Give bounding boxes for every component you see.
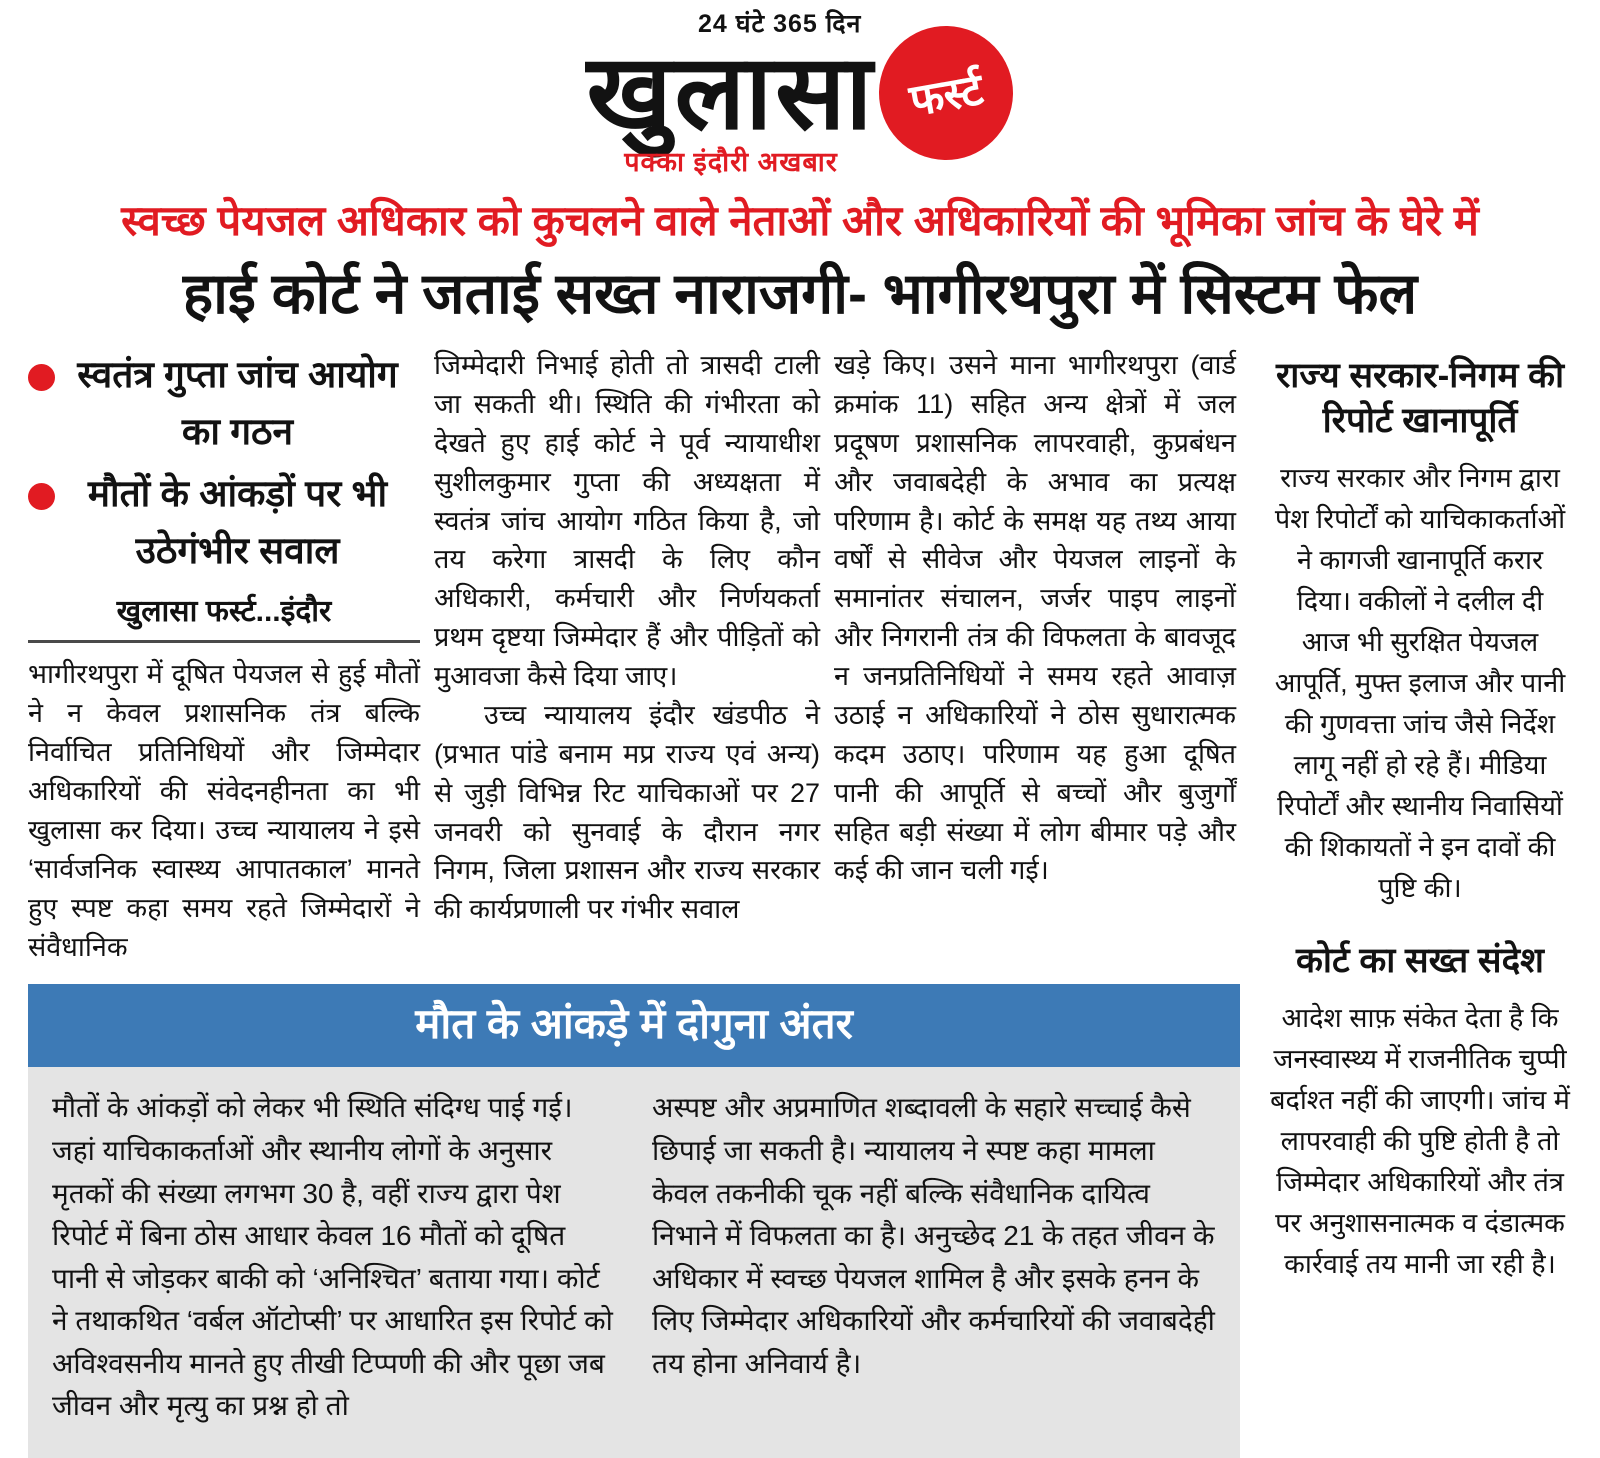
article-col1-paragraph: भागीरथपुरा में दूषित पेयजल से हुई मौतों ने न केवल प्रशासनिक तंत्र बल्कि निर्वाचित प्रतिनिधियों और जिम्मेदार अधिकारियों की संवेदनहीनता का भी खुलासा कर दिया। उच्च न्यायालय ने इसे ‘सार्वजनिक स्वास्थ्य आपातकाल’ मानते हुए स्पष्ट कहा समय रहते जिम्मेदारों ने संवैधानिक [28,659,420,962]
masthead-wordmark-block [587,6,876,179]
article-column-2 [434,346,820,966]
main-headline: हाई कोर्ट ने जताई सख्त नाराजगी- भागीरथपुरा में सिस्टम फेल [182,262,1418,327]
article-col3-paragraph: खड़े किए। उसने माना भागीरथपुरा (वार्ड क्रमांक 11) सहित अन्य क्षेत्रों में जल प्रदूषण प्रशासनिक लापरवाही, कुप्रबंधन और जवाबदेही के अभाव का प्रत्यक्ष परिणाम है। कोर्ट के समक्ष यह तथ्य आया वर्षों से सीवेज और पेयजल लाइनों के समानांतर संचालन, जर्जर पाइप लाइनों और निगरानी तंत्र की विफलता के बावजूद न जनप्रतिनिधियों ने समय रहते आवाज़ उठाई न अधिकारियों ने ठोस सुधारात्मक कदम उठाए। परिणाम यह हुआ दूषित पानी की आपूर्ति से बच्चों और बुजुर्गों सहित बड़ी संख्या में लोग बीमार पड़े और कई की जान चली गई। [834,350,1236,886]
masthead-badge-text: फर्स्ट [906,64,988,126]
highlight-item-1 [28,346,420,461]
masthead-badge-circle [869,15,1024,170]
article-column-1 [28,346,420,966]
kicker-headline: स्वच्छ पेयजल अधिकार को कुचलने वाले नेताओं और अधिकारियों की भूमिका जांच के घेरे में [121,197,1479,245]
bullet-icon [28,364,55,391]
sidebar-section-2-body: आदेश साफ़ संकेत देता है कि जनस्वास्थ्य में राजनीतिक चुप्पी बर्दाश्त नहीं की जाएगी। जांच में लापरवाही की पुष्टि होती है तो जिम्मेदार अधिकारियों और तंत्र पर अनुशासनात्मक व दंडात्मक कार्रवाई तय मानी जा रही है। [1270,1002,1570,1279]
article-columns [28,346,1246,966]
sidebar-section-1-body: राज्य सरकार और निगम द्वारा पेश रिपोर्टों को याचिकाकर्ताओं ने कागजी खानापूर्ति करार दिया। वकीलों ने दलील दी आज भी सुरक्षित पेयजल आपूर्ति, मुफ्त इलाज और पानी की गुणवत्ता जांच जैसे निर्देश लागू नहीं हो रहे हैं। मीडिया रिपोर्टों और स्थानीय निवासियों की शिकायतों ने इन दावों की पुष्टि की। [1274,462,1566,903]
infobox-column-1: मौतों के आंकड़ों को लेकर भी स्थिति संदिग्ध पाई गई। जहां याचिकाकर्ताओं और स्थानीय लोगों के अनुसार मृतकों की संख्या लगभग 30 है, वहीं राज्य द्वारा पेश रिपोर्ट में बिना ठोस आधार केवल 16 मौतों को दूषित पानी से जोड़कर बाकी को ‘अनिश्चित’ बताया गया। कोर्ट ने तथाकथित ‘वर्बल ऑटोप्सी’ पर आधारित इस रिपोर्ट को अविश्वसनीय मानते हुए तीखी टिप्पणी की और पूछा जब जीवन और मृत्यु का प्रश्न हो तो [52,1092,613,1422]
infobox-title: मौत के आंकड़े में दोगुना अंतर [28,984,1240,1067]
article-column-3 [834,346,1236,966]
infobox-death-count [28,984,1240,1457]
infobox-body [28,1067,1240,1457]
sidebar-section-2-heading: कोर्ट का सख्त संदेश [1296,941,1544,981]
sidebar-section-1-heading: राज्य सरकार-निगम की रिपोर्ट खानापूर्ति [1275,356,1565,440]
article-body [0,330,1600,1458]
masthead-wordmark: खुलासा [586,35,876,151]
sidebar [1270,346,1570,1458]
infobox-column-2: अस्पष्ट और अप्रमाणित शब्दावली के सहारे सच्चाई कैसे छिपाई जा सकती है। न्यायालय ने स्पष्ट कहा मामला केवल तकनीकी चूक नहीं बल्कि संवैधानिक दायित्व निभाने में विफलता का है। अनुच्छेद 21 के तहत जीवन के अधिकार में स्वच्छ पेयजल शामिल है और इसके हनन के लिए जिम्मेदार अधिकारियों और कर्मचारियों की जवाबदेही तय होना अनिवार्य है। [652,1092,1215,1379]
byline: खुलासा फर्स्ट...इंदौर [28,589,420,643]
article-col2-paragraph-2: उच्च न्यायालय इंदौर खंडपीठ ने (प्रभात पांडे बनाम मप्र राज्य एवं अन्य) से जुड़ी विभिन्न रिट याचिकाओं पर 27 जनवरी को सुनवाई के दौरान नगर निगम, जिला प्रशासन और राज्य सरकार की कार्यप्रणाली पर गंभीर सवाल [434,699,820,925]
highlight-text-2: मौतों के आंकड़ों पर भी उठेगंभीर सवाल [87,472,388,572]
masthead [0,0,1600,179]
article-main-area [28,346,1246,1458]
highlight-item-2 [28,465,420,580]
highlight-text-1: स्वतंत्र गुप्ता जांच आयोग का गठन [77,354,398,453]
masthead-tagline-top: 24 घंटे 365 दिन [698,10,862,38]
masthead-tagline-bottom: पक्का इंदौरी अखबार [624,147,838,178]
bullet-icon [28,483,55,510]
article-col2-paragraph-1: जिम्मेदारी निभाई होती तो त्रासदी टाली जा सकती थी। स्थिति की गंभीरता को देखते हुए हाई कोर्ट ने पूर्व न्यायाधीश सुशीलकुमार गुप्ता की अध्यक्षता में स्वतंत्र जांच आयोग गठित किया है, जो तय करेगा त्रासदी के लिए कौन अधिकारी, कर्मचारी और निर्णयकर्ता प्रथम दृष्टया जिम्मेदार हैं और पीड़ितों को मुआवजा कैसे दिया जाए। [434,350,820,692]
